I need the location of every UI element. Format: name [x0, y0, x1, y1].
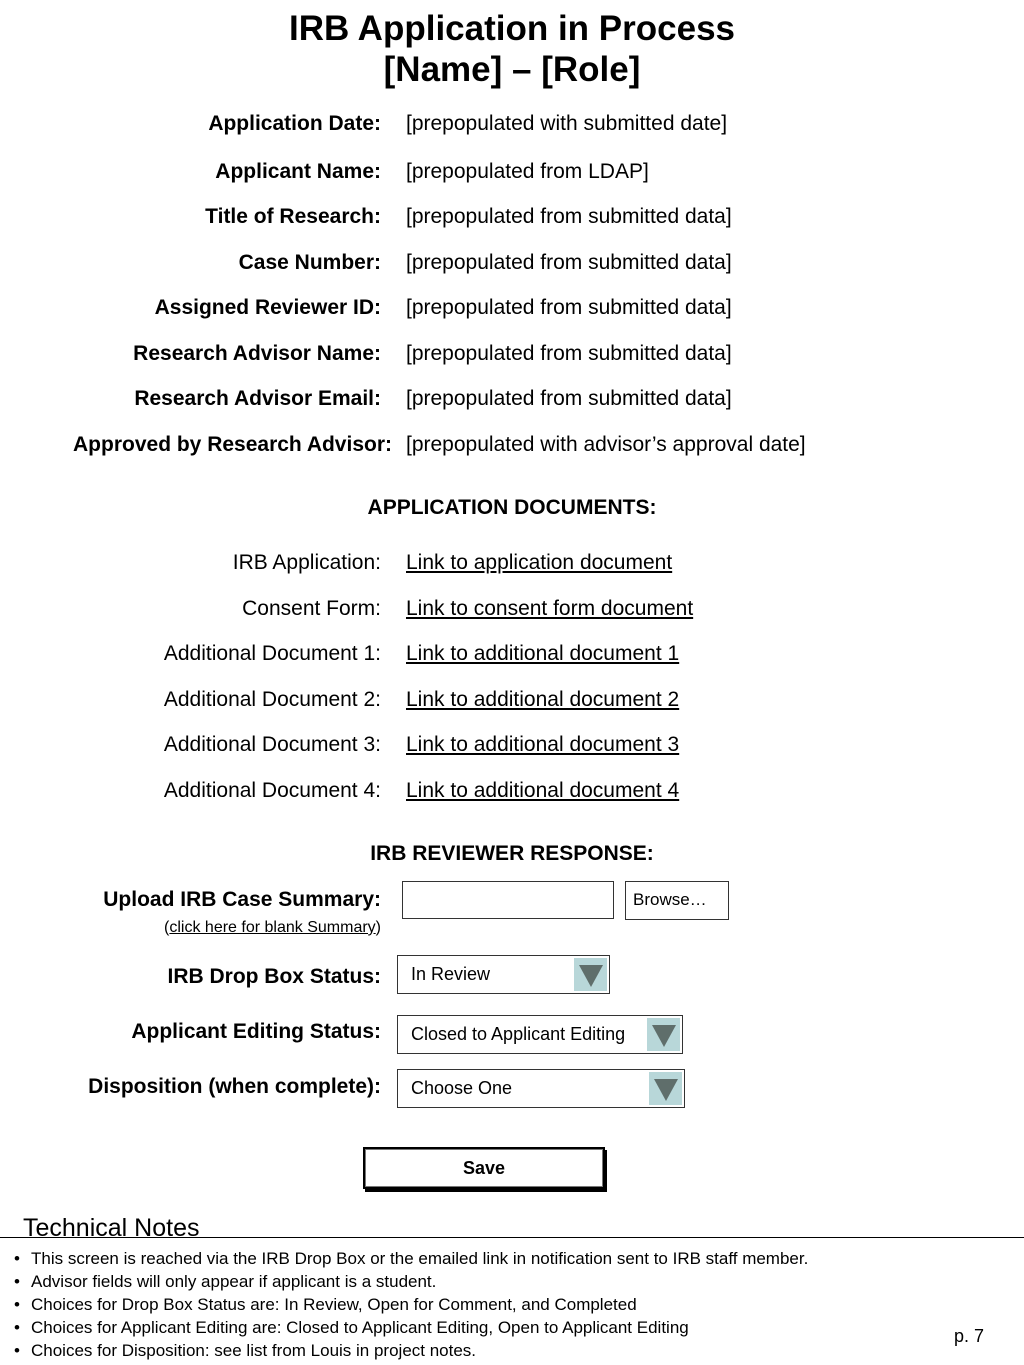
application-date-label: Application Date:	[208, 112, 381, 135]
applicant-editing-label: Applicant Editing Status:	[131, 1020, 381, 1043]
note-text: Advisor fields will only appear if applicant is a student.	[31, 1272, 437, 1291]
bullet: •	[14, 1272, 20, 1291]
case-number-label: Case Number:	[238, 251, 381, 274]
advisor-approval-label: Approved by Research Advisor:	[73, 433, 392, 456]
bullet: •	[14, 1249, 20, 1268]
consent-form-link[interactable]: Link to consent form document	[406, 597, 694, 620]
bullet: •	[14, 1295, 20, 1314]
technical-notes-list	[14, 1247, 808, 1362]
document-label: IRB Application:	[232, 551, 381, 574]
document-label: Additional Document 1:	[163, 642, 381, 665]
dropbox-status-value: In Review	[411, 964, 491, 984]
title-of-research-label: Title of Research:	[205, 205, 381, 228]
reviewer-response-heading: IRB REVIEWER RESPONSE:	[370, 842, 654, 865]
disposition-value: Choose One	[411, 1078, 513, 1098]
applicant-editing-select[interactable]	[397, 1015, 683, 1054]
disposition-label: Disposition (when complete):	[88, 1075, 381, 1098]
upload-summary-label: Upload IRB Case Summary:	[103, 888, 381, 911]
bullet: •	[14, 1341, 20, 1360]
document-label: Additional Document 2:	[163, 688, 381, 711]
document-label: Additional Document 3:	[163, 733, 381, 756]
applicant-name-label: Applicant Name:	[215, 160, 381, 183]
technical-notes-title: Technical Notes	[23, 1214, 200, 1242]
applicant-name-value: [prepopulated from LDAP]	[406, 160, 649, 183]
browse-button[interactable]: Browse…	[625, 881, 729, 920]
dropdown-arrow-icon[interactable]	[647, 1018, 680, 1051]
additional-document-4-link[interactable]: Link to additional document 4	[406, 779, 680, 802]
disposition-select[interactable]	[397, 1069, 685, 1108]
advisor-email-label: Research Advisor Email:	[134, 387, 381, 410]
assigned-reviewer-label: Assigned Reviewer ID:	[154, 296, 381, 319]
list-item	[14, 1339, 808, 1362]
documents-heading: APPLICATION DOCUMENTS:	[367, 496, 657, 519]
paren-close: )	[375, 919, 381, 936]
applicant-editing-value: Closed to Applicant Editing	[411, 1024, 626, 1044]
additional-document-1-link[interactable]: Link to additional document 1	[406, 642, 680, 665]
dropdown-arrow-icon[interactable]	[649, 1072, 682, 1105]
note-text: Choices for Drop Box Status are: In Review, Open for Comment, and Completed	[31, 1295, 637, 1314]
case-number-value: [prepopulated from submitted data]	[406, 251, 732, 274]
note-text: This screen is reached via the IRB Drop Box or the emailed link in notification sent to IRB staff member.	[31, 1249, 809, 1268]
title-of-research-value: [prepopulated from submitted data]	[406, 205, 732, 228]
page-subtitle: [Name] – [Role]	[383, 50, 641, 89]
upload-file-input[interactable]	[402, 881, 614, 919]
advisor-approval-value: [prepopulated with advisor’s approval date]	[406, 433, 806, 456]
advisor-name-label: Research Advisor Name:	[133, 342, 381, 365]
note-text: Choices for Applicant Editing are: Closed to Applicant Editing, Open to Applicant Editing	[31, 1318, 689, 1337]
dropbox-status-label: IRB Drop Box Status:	[167, 965, 381, 988]
page-number: p. 7	[954, 1326, 985, 1346]
list-item	[14, 1270, 808, 1293]
blank-summary-link-wrapper	[164, 917, 381, 939]
note-text: Choices for Disposition: see list from Louis in project notes.	[31, 1341, 477, 1360]
application-date-value: [prepopulated with submitted date]	[406, 112, 728, 135]
advisor-email-value: [prepopulated from submitted data]	[406, 387, 732, 410]
paren-open: (	[164, 919, 170, 936]
additional-document-2-link[interactable]: Link to additional document 2	[406, 688, 680, 711]
technical-notes-divider	[0, 1237, 1024, 1238]
dropdown-arrow-icon[interactable]	[574, 958, 607, 991]
dropbox-status-select[interactable]	[397, 955, 610, 994]
bullet: •	[14, 1318, 20, 1337]
page-title: IRB Application in Process	[288, 9, 735, 48]
advisor-name-value: [prepopulated from submitted data]	[406, 342, 732, 365]
blank-summary-link[interactable]: click here for blank Summary	[169, 919, 376, 936]
save-button[interactable]: Save	[363, 1147, 605, 1189]
application-document-link[interactable]: Link to application document	[406, 551, 673, 574]
additional-document-3-link[interactable]: Link to additional document 3	[406, 733, 680, 756]
document-label: Consent Form:	[242, 597, 381, 620]
list-item	[14, 1316, 808, 1339]
assigned-reviewer-value: [prepopulated from submitted data]	[406, 296, 732, 319]
document-label: Additional Document 4:	[163, 779, 381, 802]
list-item	[14, 1293, 808, 1316]
list-item	[14, 1247, 808, 1270]
